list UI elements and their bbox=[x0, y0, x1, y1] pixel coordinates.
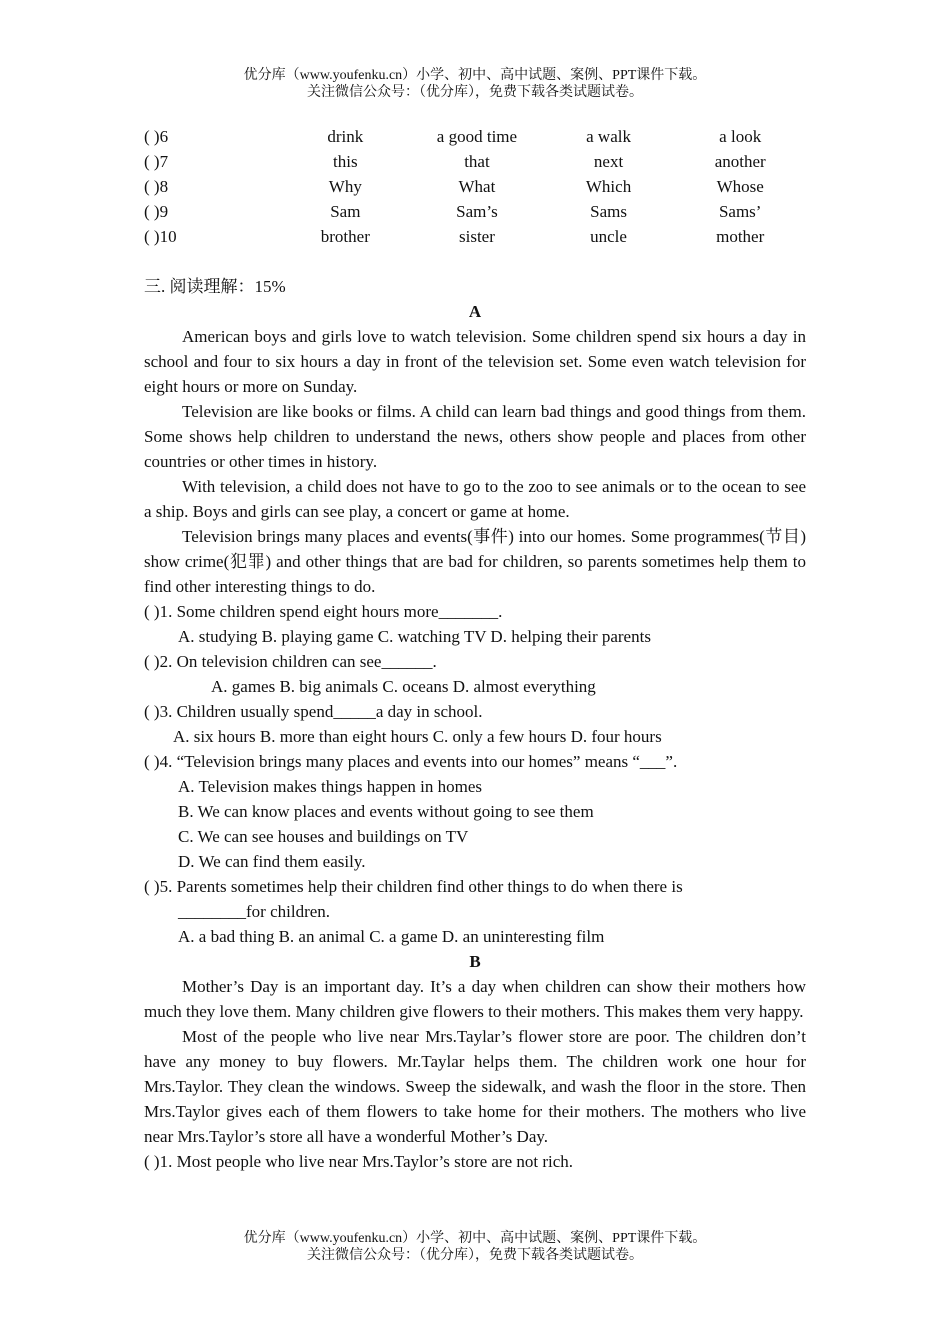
option-b: a good time bbox=[436, 127, 518, 146]
option-c: uncle bbox=[590, 227, 627, 246]
options-row bbox=[144, 174, 806, 199]
page-footer bbox=[0, 1230, 950, 1264]
option-b: sister bbox=[458, 227, 495, 246]
option-d: Sams’ bbox=[718, 202, 762, 221]
footer-line-1: 优分库（www.youfenku.cn）小学、初中、高中试题、案例、PPT课件下载。 bbox=[243, 1231, 707, 1246]
option-c: a walk bbox=[586, 127, 631, 146]
question-choices: A. studying B. playing game C. watching TV D. helping their parents bbox=[178, 627, 651, 646]
options-row bbox=[144, 124, 806, 149]
passage-a-paragraph: Television are like books or films. A child can learn bad things and good things from them. Some shows help children to understand the news, others show people and places from other countries or other times in history. bbox=[144, 402, 806, 471]
question-stem: ( )1. Some children spend eight hours more_______. bbox=[144, 602, 503, 621]
option-a: drink bbox=[327, 127, 364, 146]
option-d: a look bbox=[719, 127, 762, 146]
option-d: another bbox=[714, 152, 766, 171]
options-row bbox=[144, 199, 806, 224]
question-stem: ( )5. Parents sometimes help their children find other things to do when there is bbox=[144, 877, 683, 896]
question-choices: A. games B. big animals C. oceans D. almost everything bbox=[211, 677, 596, 696]
passage-b-paragraph: Most of the people who live near Mrs.Taylar’s flower store are poor. The children don’t have any money to buy flowers. Mr.Taylar helps them. The children work one hour for Mrs.Taylor. They clean the windows. Sweep the sidewalk, and wash the floor in the store. Then Mrs.Taylor gives each of them flowers to take home for their mothers. The mothers who live near Mrs.Taylor’s store all have a wonderful Mother’s Day. bbox=[144, 1027, 806, 1146]
header-line-1: 优分库（www.youfenku.cn）小学、初中、高中试题、案例、PPT课件下载。 bbox=[243, 68, 707, 83]
option-a: this bbox=[333, 152, 358, 171]
option-b: Sam’s bbox=[456, 202, 498, 221]
question-stem: ( )2. On television children can see______. bbox=[144, 652, 437, 671]
options-row bbox=[144, 149, 806, 174]
header-line-2: 关注微信公众号：（优分库），免费下载各类试题试卷。 bbox=[307, 85, 643, 100]
option-c: Which bbox=[585, 177, 632, 196]
question-choice: A. Television makes things happen in homes bbox=[178, 777, 482, 796]
question-stem: ( )3. Children usually spend_____a day in school. bbox=[144, 702, 483, 721]
question-choices: A. six hours B. more than eight hours C. only a few hours D. four hours bbox=[173, 727, 662, 746]
question-stem-continued: ________for children. bbox=[178, 902, 331, 921]
passage-a-paragraph: With television, a child does not have to go to the zoo to see animals or to the ocean to see a ship. Boys and girls can see play, a concert or game at home. bbox=[144, 477, 806, 521]
option-d: Whose bbox=[716, 177, 764, 196]
section-heading: 三. 阅读理解：15% bbox=[144, 277, 286, 296]
page-header bbox=[0, 67, 950, 101]
question-choices: A. a bad thing B. an animal C. a game D. an uninteresting film bbox=[178, 927, 605, 946]
passage-b-paragraph: Mother’s Day is an important day. It’s a day when children can show their mothers how much they love them. Many children give flowers to their mothers. This makes them very happy. bbox=[144, 977, 806, 1021]
question-choice: C. We can see houses and buildings on TV bbox=[178, 827, 469, 846]
option-c: next bbox=[593, 152, 624, 171]
question-choice: D. We can find them easily. bbox=[178, 852, 366, 871]
question-choice: B. We can know places and events without going to see them bbox=[178, 802, 594, 821]
question-number: ( )7 bbox=[144, 152, 169, 171]
spacer bbox=[144, 249, 806, 274]
page-content bbox=[144, 124, 806, 1174]
option-d: mother bbox=[716, 227, 765, 246]
footer-line-2: 关注微信公众号：（优分库），免费下载各类试题试卷。 bbox=[307, 1248, 643, 1263]
passage-a-paragraph: Television brings many places and events(事件) into our homes. Some programmes(节目) show crime(犯罪) and other things that are bad for children, so parents sometimes help them to find other interesting things to do. bbox=[144, 527, 806, 596]
options-table bbox=[144, 124, 806, 249]
question-number: ( )10 bbox=[144, 227, 177, 246]
question-number: ( )6 bbox=[144, 127, 169, 146]
question-stem: ( )4. “Television brings many places and events into our homes” means “___”. bbox=[144, 752, 678, 771]
passage-a-paragraph: American boys and girls love to watch television. Some children spend six hours a day in school and four to six hours a day in front of the television set. Some even watch television for eight hours or more on Sunday. bbox=[144, 327, 806, 396]
option-a: brother bbox=[320, 227, 370, 246]
option-a: Sam bbox=[330, 202, 361, 221]
option-a: Why bbox=[328, 177, 362, 196]
question-stem: ( )1. Most people who live near Mrs.Taylor’s store are not rich. bbox=[144, 1152, 574, 1171]
option-b: What bbox=[458, 177, 496, 196]
question-number: ( )8 bbox=[144, 177, 169, 196]
passage-b-title: B bbox=[469, 952, 481, 971]
passage-a-title: A bbox=[468, 302, 482, 321]
question-number: ( )9 bbox=[144, 202, 169, 221]
option-c: Sams bbox=[590, 202, 627, 221]
option-b: that bbox=[464, 152, 490, 171]
options-row bbox=[144, 224, 806, 249]
